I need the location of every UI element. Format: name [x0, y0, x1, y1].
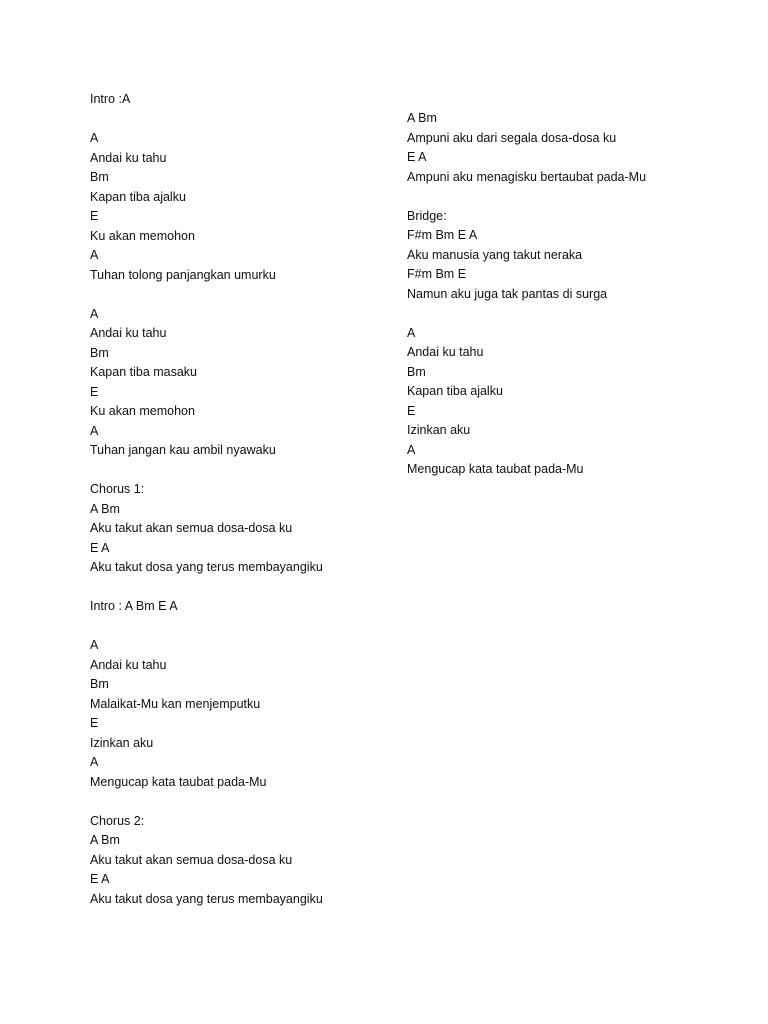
lyric-line: Aku manusia yang takut neraka	[407, 247, 583, 262]
lyric-line: Namun aku juga tak pantas di surga	[407, 286, 608, 301]
section-heading: Intro :A	[90, 92, 131, 106]
chord-line: A Bm	[90, 501, 120, 516]
lyric-line: Andai ku tahu	[90, 657, 167, 672]
blank-line	[90, 461, 390, 481]
lyric-line: Kapan tiba masaku	[90, 365, 198, 379]
blank-line	[90, 110, 390, 130]
chord-line: A	[407, 325, 416, 340]
lyrics-left-column	[90, 90, 390, 909]
section-heading: Chorus 1:	[90, 482, 145, 496]
chord-line: A	[90, 306, 99, 321]
chord-line: A Bm	[90, 833, 120, 847]
lyric-line: Kapan tiba ajalku	[90, 189, 186, 204]
chord-line: A	[90, 248, 99, 262]
lyric-line: Tuhan jangan kau ambil nyawaku	[90, 443, 276, 457]
chord-line: E	[90, 716, 99, 730]
chord-line: Bm	[90, 170, 109, 184]
chord-line: Bm	[407, 364, 426, 379]
lyric-line: Andai ku tahu	[90, 326, 167, 340]
lyric-line: Ku akan memohon	[90, 228, 195, 243]
chord-line: E A	[90, 540, 110, 555]
chord-line: Bm	[90, 677, 109, 691]
lyric-line: Tuhan tolong panjangkan umurku	[90, 267, 276, 282]
blank-line	[90, 792, 390, 812]
lyric-line: Aku takut dosa yang terus membayangiku	[90, 560, 323, 574]
section-heading: Chorus 2:	[90, 813, 145, 828]
section-heading: Bridge:	[407, 208, 447, 223]
chord-line: A	[90, 755, 99, 769]
chord-line: E	[90, 209, 99, 223]
lyrics-right-column	[407, 109, 737, 480]
lyric-line: Izinkan aku	[407, 423, 471, 437]
blank-line	[90, 285, 390, 305]
lyric-line: Aku takut dosa yang terus membayangiku	[90, 891, 323, 906]
lyric-line: Izinkan aku	[90, 735, 154, 750]
section-heading: Intro : A Bm E A	[90, 599, 178, 613]
chord-line: E	[90, 384, 99, 399]
lyric-line: Andai ku tahu	[407, 345, 484, 359]
chord-line: A	[90, 638, 99, 652]
lyric-line: Ampuni aku dari segala dosa-dosa ku	[407, 130, 617, 145]
chord-line: E A	[90, 872, 110, 886]
chord-line: F#m Bm E A	[407, 228, 478, 242]
lyric-line: Aku takut akan semua dosa-dosa ku	[90, 852, 293, 867]
chord-line: E A	[407, 150, 427, 164]
lyric-line: Kapan tiba ajalku	[407, 384, 503, 398]
chord-line: A	[90, 131, 99, 145]
blank-line	[90, 578, 390, 598]
chord-line: Bm	[90, 345, 109, 360]
lyric-line: Ampuni aku menagisku bertaubat pada-Mu	[407, 169, 647, 184]
blank-line	[407, 304, 737, 324]
lyric-line: Aku takut akan semua dosa-dosa ku	[90, 521, 293, 535]
blank-line	[90, 617, 390, 637]
lyric-line: Ku akan memohon	[90, 404, 195, 418]
lyric-line: Andai ku tahu	[90, 150, 167, 165]
lyric-line: Mengucap kata taubat pada-Mu	[407, 462, 584, 476]
chord-line: E	[407, 403, 416, 418]
chord-line: F#m Bm E	[407, 267, 467, 281]
chord-line: A Bm	[407, 111, 437, 125]
lyric-line: Malaikat-Mu kan menjemputku	[90, 696, 261, 711]
lyric-line: Mengucap kata taubat pada-Mu	[90, 774, 267, 789]
chord-line: A	[407, 442, 416, 457]
chord-line: A	[90, 423, 99, 438]
blank-line	[407, 187, 737, 207]
